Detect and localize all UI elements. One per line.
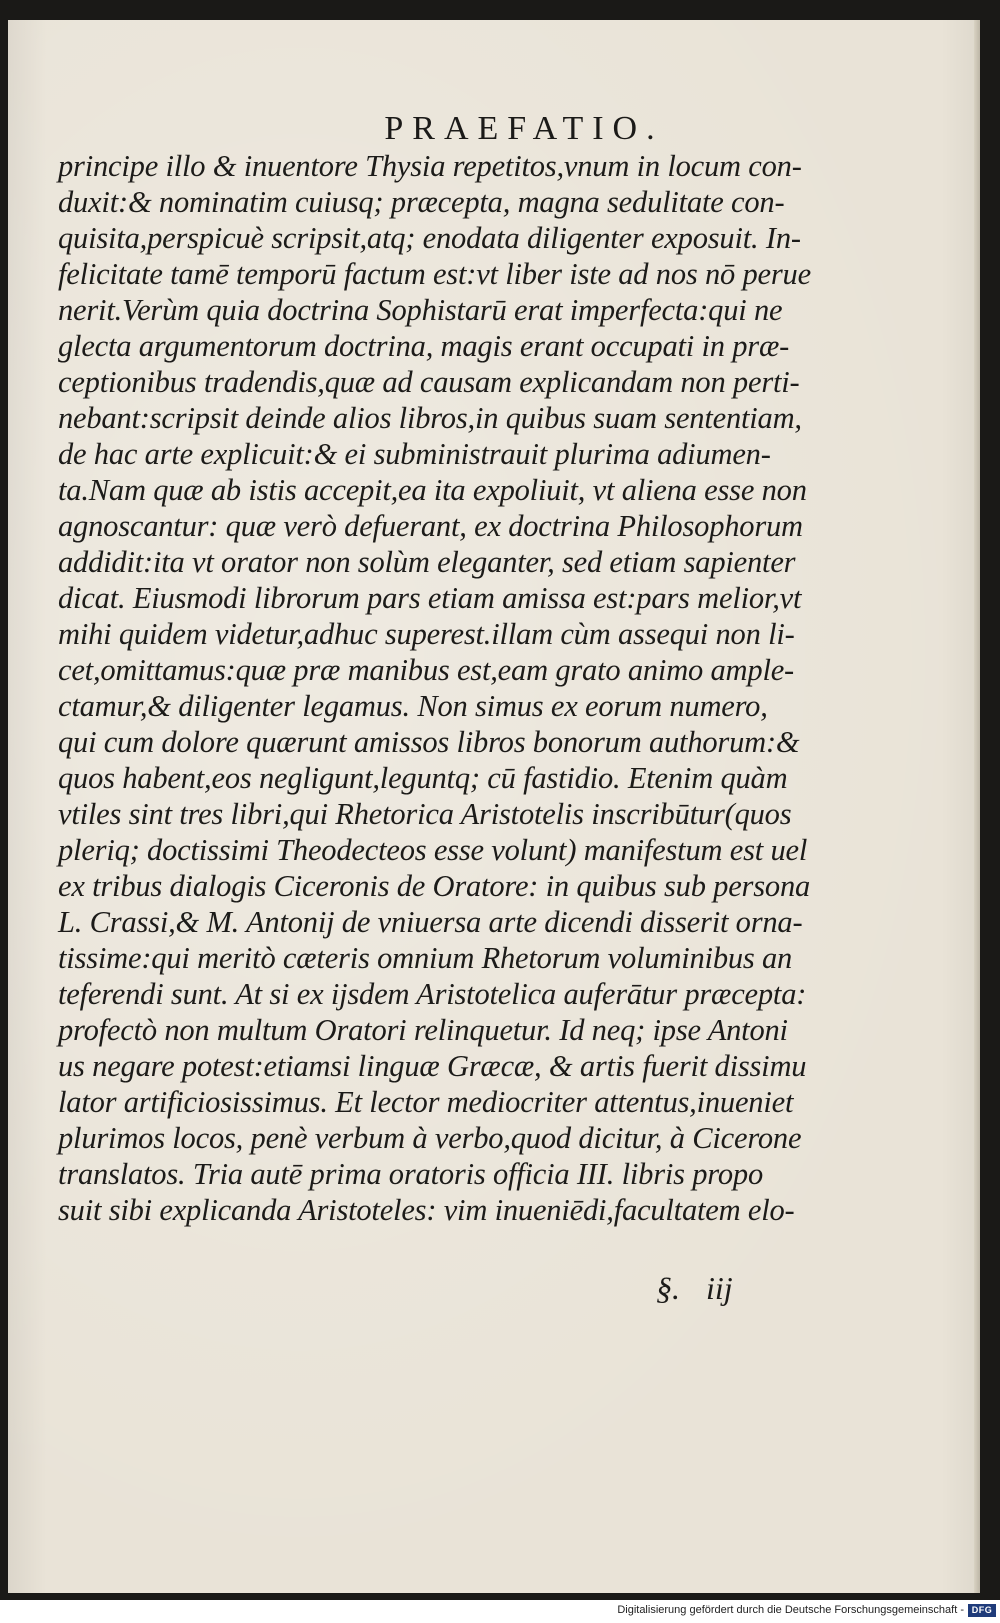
signature-symbol: §. [656, 1270, 680, 1306]
text-line: pleriq; doctissimi Theodecteos esse volunt) manifestum est uel [58, 833, 808, 867]
text-line: mihi quidem videtur,adhuc superest.illam cùm assequi non li- [58, 617, 795, 651]
text-line: L. Crassi,& M. Antonij de vniuersa arte dicendi disserit orna- [58, 905, 803, 939]
text-line: de hac arte explicuit:& ei subministrauit plurima adiumen- [58, 437, 771, 471]
text-line: quisita,perspicuè scripsit,atq; enodata diligenter exposuit. In- [58, 221, 801, 255]
text-line: nebant:scripsit deinde alios libros,in quibus suam sententiam, [58, 401, 802, 435]
text-line: profectò non multum Oratori relinquetur. Id neq; ipse Antoni [58, 1013, 788, 1047]
text-line: tissime:qui meritò cæteris omnium Rhetorum voluminibus an [58, 941, 793, 975]
text-line: glecta argumentorum doctrina, magis erant occupati in præ- [58, 329, 790, 363]
text-line: addidit:ita vt orator non solùm eleganter, sed etiam sapienter [58, 545, 796, 579]
body-text [58, 148, 818, 1228]
text-line: cet,omittamus:quæ præ manibus est,eam grato animo ample- [58, 653, 795, 687]
text-line: lator artificiosissimus. Et lector mediocriter attentus,inueniet [58, 1085, 794, 1119]
text-line: plurimos locos, penè verbum à verbo,quod dicitur, à Cicerone [58, 1121, 802, 1155]
text-line: dicat. Eiusmodi librorum pars etiam amissa est:pars melior,vt [58, 581, 802, 615]
text-line: ex tribus dialogis Ciceronis de Oratore: in quibus sub persona [58, 869, 811, 903]
signature-folio: iij [706, 1270, 733, 1306]
dfg-logo: DFG [968, 1604, 996, 1617]
text-line: ta.Nam quæ ab istis accepit,ea ita expoliuit, vt aliena esse non [58, 473, 807, 507]
text-line: qui cum dolore quærunt amissos libros bonorum authorum:& [58, 725, 800, 759]
text-line: duxit:& nominatim cuiusq; præcepta, magna sedulitate con- [58, 185, 785, 219]
text-line: quos habent,eos negligunt,leguntq; cū fastidio. Etenim quàm [58, 761, 788, 795]
funding-credit: Digitalisierung gefördert durch die Deutsche Forschungsgemeinschaft - [617, 1604, 964, 1616]
text-line: suit sibi explicanda Aristoteles: vim inueniēdi,facultatem elo- [58, 1193, 795, 1227]
text-line: teferendi sunt. At si ex ijsdem Aristotelica auferātur præcepta: [58, 977, 807, 1011]
text-line: nerit.Verùm quia doctrina Sophistarū erat imperfecta:qui ne [58, 293, 783, 327]
text-line: felicitate tamē temporū factum est:vt liber iste ad nos nō perue [58, 257, 811, 291]
page-edge [974, 20, 980, 1593]
text-line: ctamur,& diligenter legamus. Non simus ex eorum numero, [58, 689, 768, 723]
text-line: agnoscantur: quæ verò defuerant, ex doctrina Philosophorum [58, 509, 803, 543]
signature-mark [656, 1270, 733, 1307]
text-line: ceptionibus tradendis,quæ ad causam explicandam non perti- [58, 365, 800, 399]
book-page [8, 20, 980, 1593]
text-line: us negare potest:etiamsi linguæ Græcæ, & artis fuerit dissimu [58, 1049, 807, 1083]
running-head: PRAEFATIO. [384, 110, 664, 147]
text-line: principe illo & inuentore Thysia repetitos,vnum in locum con- [58, 149, 802, 183]
digitization-footer [0, 1600, 1000, 1623]
text-line: translatos. Tria autē prima oratoris officia III. libris propo [58, 1157, 763, 1191]
text-line: vtiles sint tres libri,qui Rhetorica Aristotelis inscribūtur(quos [58, 797, 792, 831]
